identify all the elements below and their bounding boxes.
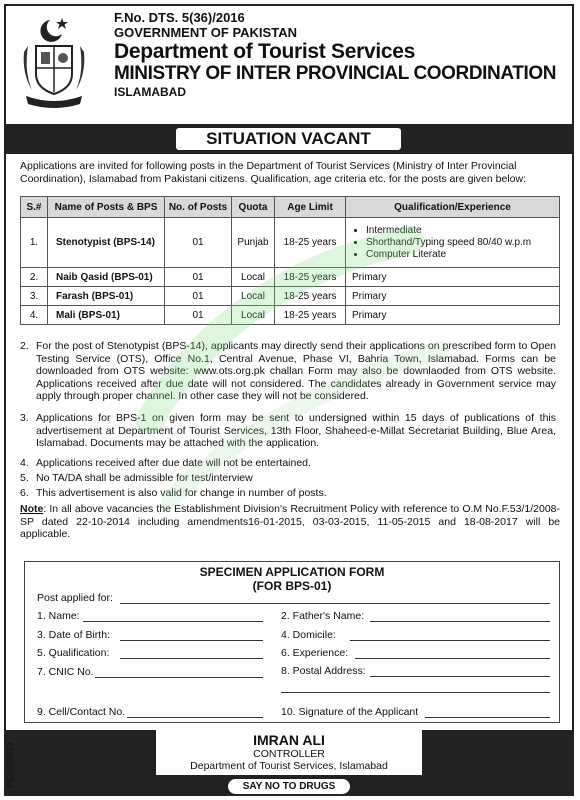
cell-sno: 3. [21, 287, 48, 306]
qualification-item: • Shorthand/Typing speed 80/40 w.p.m [366, 237, 555, 249]
cell-posts: 01 [165, 287, 232, 306]
note-label: Note [20, 503, 44, 515]
paragraph-number: 2. [20, 340, 29, 352]
qualification-item: • Computer Literate [366, 249, 555, 261]
file-number: F.No. DTS. 5(36)/2016 [114, 10, 245, 25]
cell-posts: 01 [165, 268, 232, 287]
experience-label: 6. Experience: [281, 647, 349, 659]
paragraph-number: 4. [20, 457, 29, 469]
specimen-form [24, 561, 560, 723]
domicile-label: 4. Domicile: [281, 629, 336, 641]
signature-field[interactable] [425, 717, 550, 718]
officer-department: Department of Tourist Services, Islamabad [190, 760, 388, 772]
col-header-qualification: Qualification/Experience [346, 197, 560, 218]
name-label: 1. Name: [37, 610, 80, 622]
footer [6, 730, 572, 794]
cell-label: 9. Cell/Contact No. [37, 706, 126, 718]
paragraph-number: 3. [20, 412, 29, 424]
cell-post-name: Naib Qasid (BPS-01) [48, 268, 165, 287]
col-header-sno: S.# [21, 197, 48, 218]
dob-field[interactable] [120, 640, 263, 641]
cell-quota: Local [232, 268, 275, 287]
officer-title: CONTROLLER [253, 748, 325, 760]
signature-block [156, 730, 422, 775]
form-subtitle: (FOR BPS-01) [252, 579, 332, 593]
qualification-item: • Intermediate [366, 225, 555, 237]
note-paragraph [20, 503, 560, 541]
paragraph-text: Applications received after due date will not be entertained. [36, 457, 311, 469]
header-text [114, 10, 564, 99]
name-field[interactable] [83, 621, 263, 622]
paragraph-5 [20, 472, 560, 485]
posts-table [20, 196, 560, 325]
banner-title: SITUATION VACANT [176, 128, 401, 150]
table-header-row [21, 197, 560, 218]
table-row [21, 268, 560, 287]
paragraph-number: 6. [20, 487, 29, 499]
cell-age: 18-25 years [275, 218, 346, 268]
col-header-age: Age Limit [275, 197, 346, 218]
cell-sno: 2. [21, 268, 48, 287]
paragraph-number: 5. [20, 472, 29, 484]
col-header-name: Name of Posts & BPS [48, 197, 165, 218]
cell-post-name: Mali (BPS-01) [48, 306, 165, 325]
pid-number [4, 718, 16, 798]
cell-quota: Punjab [232, 218, 275, 268]
cell-post-name: Stenotypist (BPS-14) [48, 218, 165, 268]
cell-sno: 1. [21, 218, 48, 268]
paragraph-text: This advertisement is also valid for change in number of posts. [36, 487, 327, 499]
cnic-field[interactable] [95, 677, 263, 678]
paragraph-text: Applications for BPS-1 on given form may be sent to undersigned within 15 days of publications of this advertisement at Department of Tourist Services, 13th Floor, Shaheed-e-Millat Secretariat Building, Blue Area, Islamabad. Documents may be attached with the application. [36, 412, 556, 450]
officer-name: IMRAN ALI [253, 732, 325, 748]
postal-address-field[interactable] [370, 676, 550, 677]
paragraph-2 [20, 340, 560, 403]
ministry-title: MINISTRY OF INTER PROVINCIAL COORDINATION [114, 63, 557, 84]
post-applied-field[interactable] [120, 603, 550, 604]
post-applied-label: Post applied for: [37, 592, 113, 604]
postal-address-field-2[interactable] [281, 692, 550, 693]
city-title: ISLAMABAD [114, 85, 186, 99]
government-title: GOVERNMENT OF PAKISTAN [114, 25, 297, 40]
postal-address-label: 8. Postal Address: [281, 665, 366, 677]
dob-label: 3. Date of Birth: [37, 629, 110, 641]
cell-qualification: Primary [346, 287, 560, 306]
cell-posts: 01 [165, 306, 232, 325]
department-title: Department of Tourist Services [114, 40, 416, 63]
father-name-label: 2. Father's Name: [281, 610, 365, 622]
paragraph-3 [20, 412, 560, 450]
form-title: SPECIMEN APPLICATION FORM [199, 565, 385, 579]
pid-text: PID(I)265/19 [6, 742, 15, 788]
paragraph-text: No TA/DA shall be admissible for test/interview [36, 472, 253, 484]
table-row [21, 218, 560, 268]
domicile-field[interactable] [350, 640, 550, 641]
cnic-label: 7. CNIC No. [37, 666, 94, 678]
table-row [21, 287, 560, 306]
cell-quota: Local [232, 306, 275, 325]
qualification-label: 5. Qualification: [37, 647, 110, 659]
intro-text: Applications are invited for following posts in the Department of Tourist Services (Ministry of Inter Provincial Coordination), Islamabad from Pakistani citizens. Qualification, age criteria etc. for the posts are given below: [20, 160, 526, 185]
cell-qualification [346, 218, 560, 268]
cell-quota: Local [232, 287, 275, 306]
banner [6, 124, 572, 154]
cell-sno: 4. [21, 306, 48, 325]
experience-field[interactable] [355, 658, 550, 659]
advertisement-page [4, 4, 574, 796]
cell-field[interactable] [127, 717, 263, 718]
slogan-badge: SAY NO TO DRUGS [228, 779, 350, 794]
qualification-field[interactable] [120, 658, 263, 659]
cell-qualification: Primary [346, 306, 560, 325]
cell-qualification: Primary [346, 268, 560, 287]
paragraph-4 [20, 457, 560, 470]
cell-age: 18-25 years [275, 287, 346, 306]
paragraph-text: For the post of Stenotypist (BPS-14), applicants may directly send their applications on prescribed form to Open Testing Service (OTS), Office No.1, Central Avenue, Phase VI, Bahria Town, Islamabad. Forms can be downloaded from OTS website: www.ots.org.pk challan Form may also be downlaoded from OTS website. Applications received after due date will not considered. The candidates already in Government service may apply through proper channel. In other case they will not be considered. [36, 340, 556, 403]
col-header-quota: Quota [232, 197, 275, 218]
col-header-posts: No. of Posts [165, 197, 232, 218]
cell-age: 18-25 years [275, 306, 346, 325]
cell-post-name: Farash (BPS-01) [48, 287, 165, 306]
header [6, 6, 572, 124]
cell-age: 18-25 years [275, 268, 346, 287]
father-name-field[interactable] [370, 621, 550, 622]
note-text: : In all above vacancies the Establishment Division's Recruitment Policy with reference to O.M No.F.53/1/2008-SP dated 22-10-2014 including amendments16-01-2015, 03-03-2015, 11-05-2015 and 18-08-2017 will be applicable. [20, 503, 560, 541]
state-emblem-icon [14, 12, 94, 112]
cell-posts: 01 [165, 218, 232, 268]
table-row [21, 306, 560, 325]
signature-label: 10. Signature of the Applicant [281, 706, 419, 718]
paragraph-6 [20, 487, 560, 500]
